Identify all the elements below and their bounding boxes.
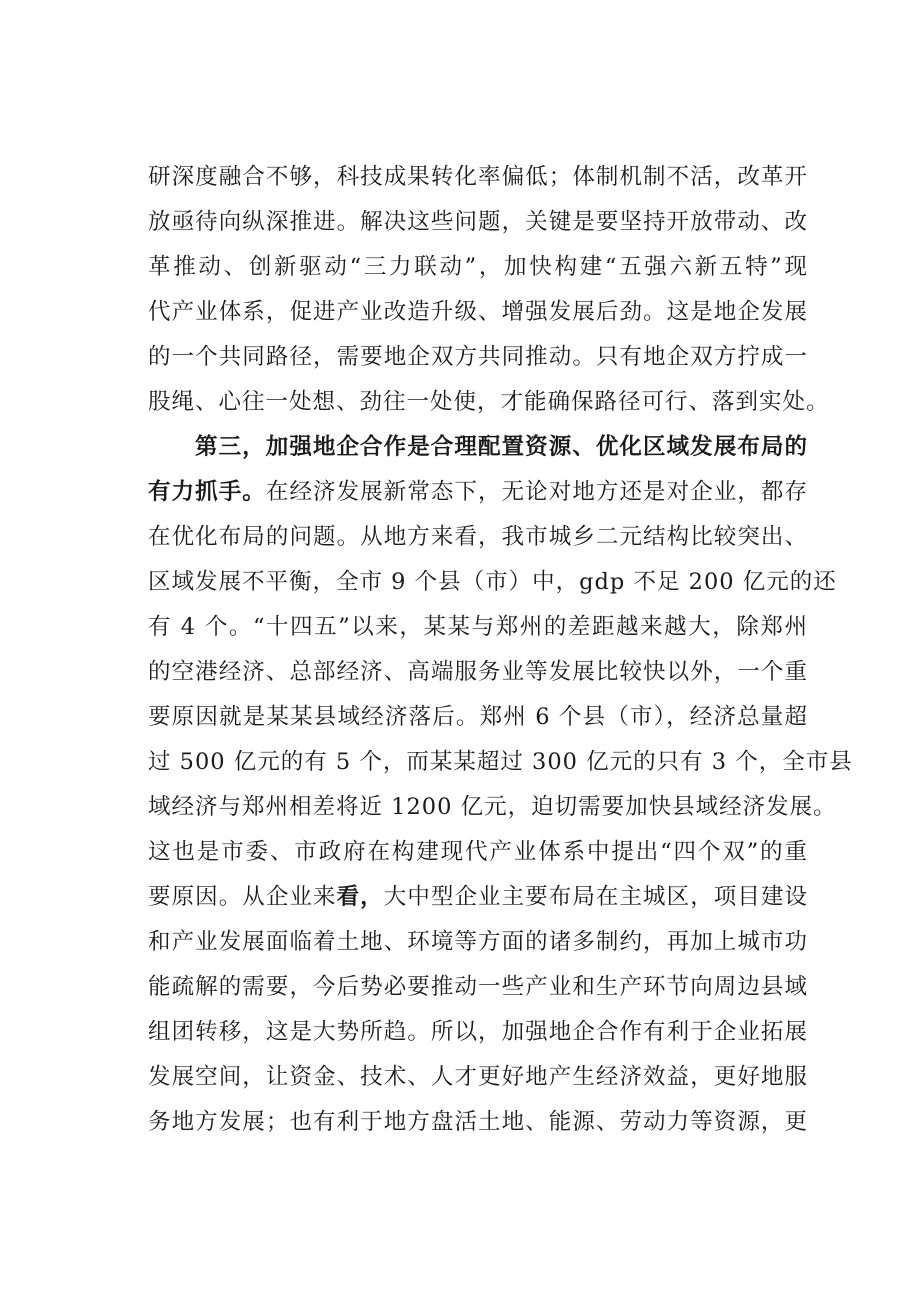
text-line: 革推动、创新驱动“三力联动”，加快构建“五强六新五特”现	[148, 254, 808, 280]
section-heading: 第三，加强地企合作是合理配置资源、优化区域发展布局的	[195, 434, 808, 460]
body-text	[148, 155, 853, 1145]
text-span: 要原因。从企业来	[148, 884, 337, 910]
text-line: 这也是市委、市政府在构建现代产业体系中提出“四个双”的重	[148, 839, 808, 865]
text-line: 代产业体系，促进产业改造升级、增强发展后劲。这是地企发展	[148, 299, 808, 325]
text-line: 要原因就是某某县域经济落后。郑州 6 个县（市），经济总量超	[148, 704, 808, 730]
text-line: 务地方发展；也有利于地方盘活土地、能源、劳动力等资源，更	[148, 1109, 808, 1135]
text-line: 组团转移，这是大势所趋。所以，加强地企合作有利于企业拓展	[148, 1019, 808, 1045]
heading-continuation: 有力抓手。	[148, 479, 266, 505]
text-line: 和产业发展面临着土地、环境等方面的诸多制约，再加上城市功	[148, 929, 808, 955]
text-line: 有 4 个。“十四五”以来，某某与郑州的差距越来越大，除郑州	[148, 614, 808, 640]
text-line: 的空港经济、总部经济、高端服务业等发展比较快以外，一个重	[148, 659, 808, 685]
text-line: 域经济与郑州相差将近 1200 亿元，迫切需要加快县域经济发展。	[148, 794, 837, 820]
bold-span: 看，	[336, 884, 384, 910]
text-line: 在优化布局的问题。从地方来看，我市城乡二元结构比较突出、	[148, 524, 808, 550]
text-span: 在经济发展新常态下，无论对地方还是对企业，都存	[265, 479, 808, 505]
text-line: 的一个共同路径，需要地企双方共同推动。只有地企双方拧成一	[148, 344, 808, 370]
text-line: 股绳、心往一处想、劲往一处使，才能确保路径可行、落到实处。	[148, 389, 830, 415]
text-line: 放亟待向纵深推进。解决这些问题，关键是要坚持开放带动、改	[148, 209, 808, 235]
text-line: 过 500 亿元的有 5 个，而某某超过 300 亿元的只有 3 个，全市县	[148, 749, 853, 775]
text-line: 发展空间，让资金、技术、人才更好地产生经济效益，更好地服	[148, 1064, 808, 1090]
text-line: 能疏解的需要，今后势必要推动一些产业和生产环节向周边县域	[148, 974, 808, 1000]
text-line: 区域发展不平衡，全市 9 个县（市）中，gdp 不足 200 亿元的还	[148, 569, 837, 595]
text-line: 研深度融合不够，科技成果转化率偏低；体制机制不活，改革开	[148, 164, 808, 190]
text-span: 大中型企业主要布局在主城区，项目建设	[383, 884, 808, 910]
text-line	[148, 470, 808, 515]
text-line	[148, 875, 808, 920]
